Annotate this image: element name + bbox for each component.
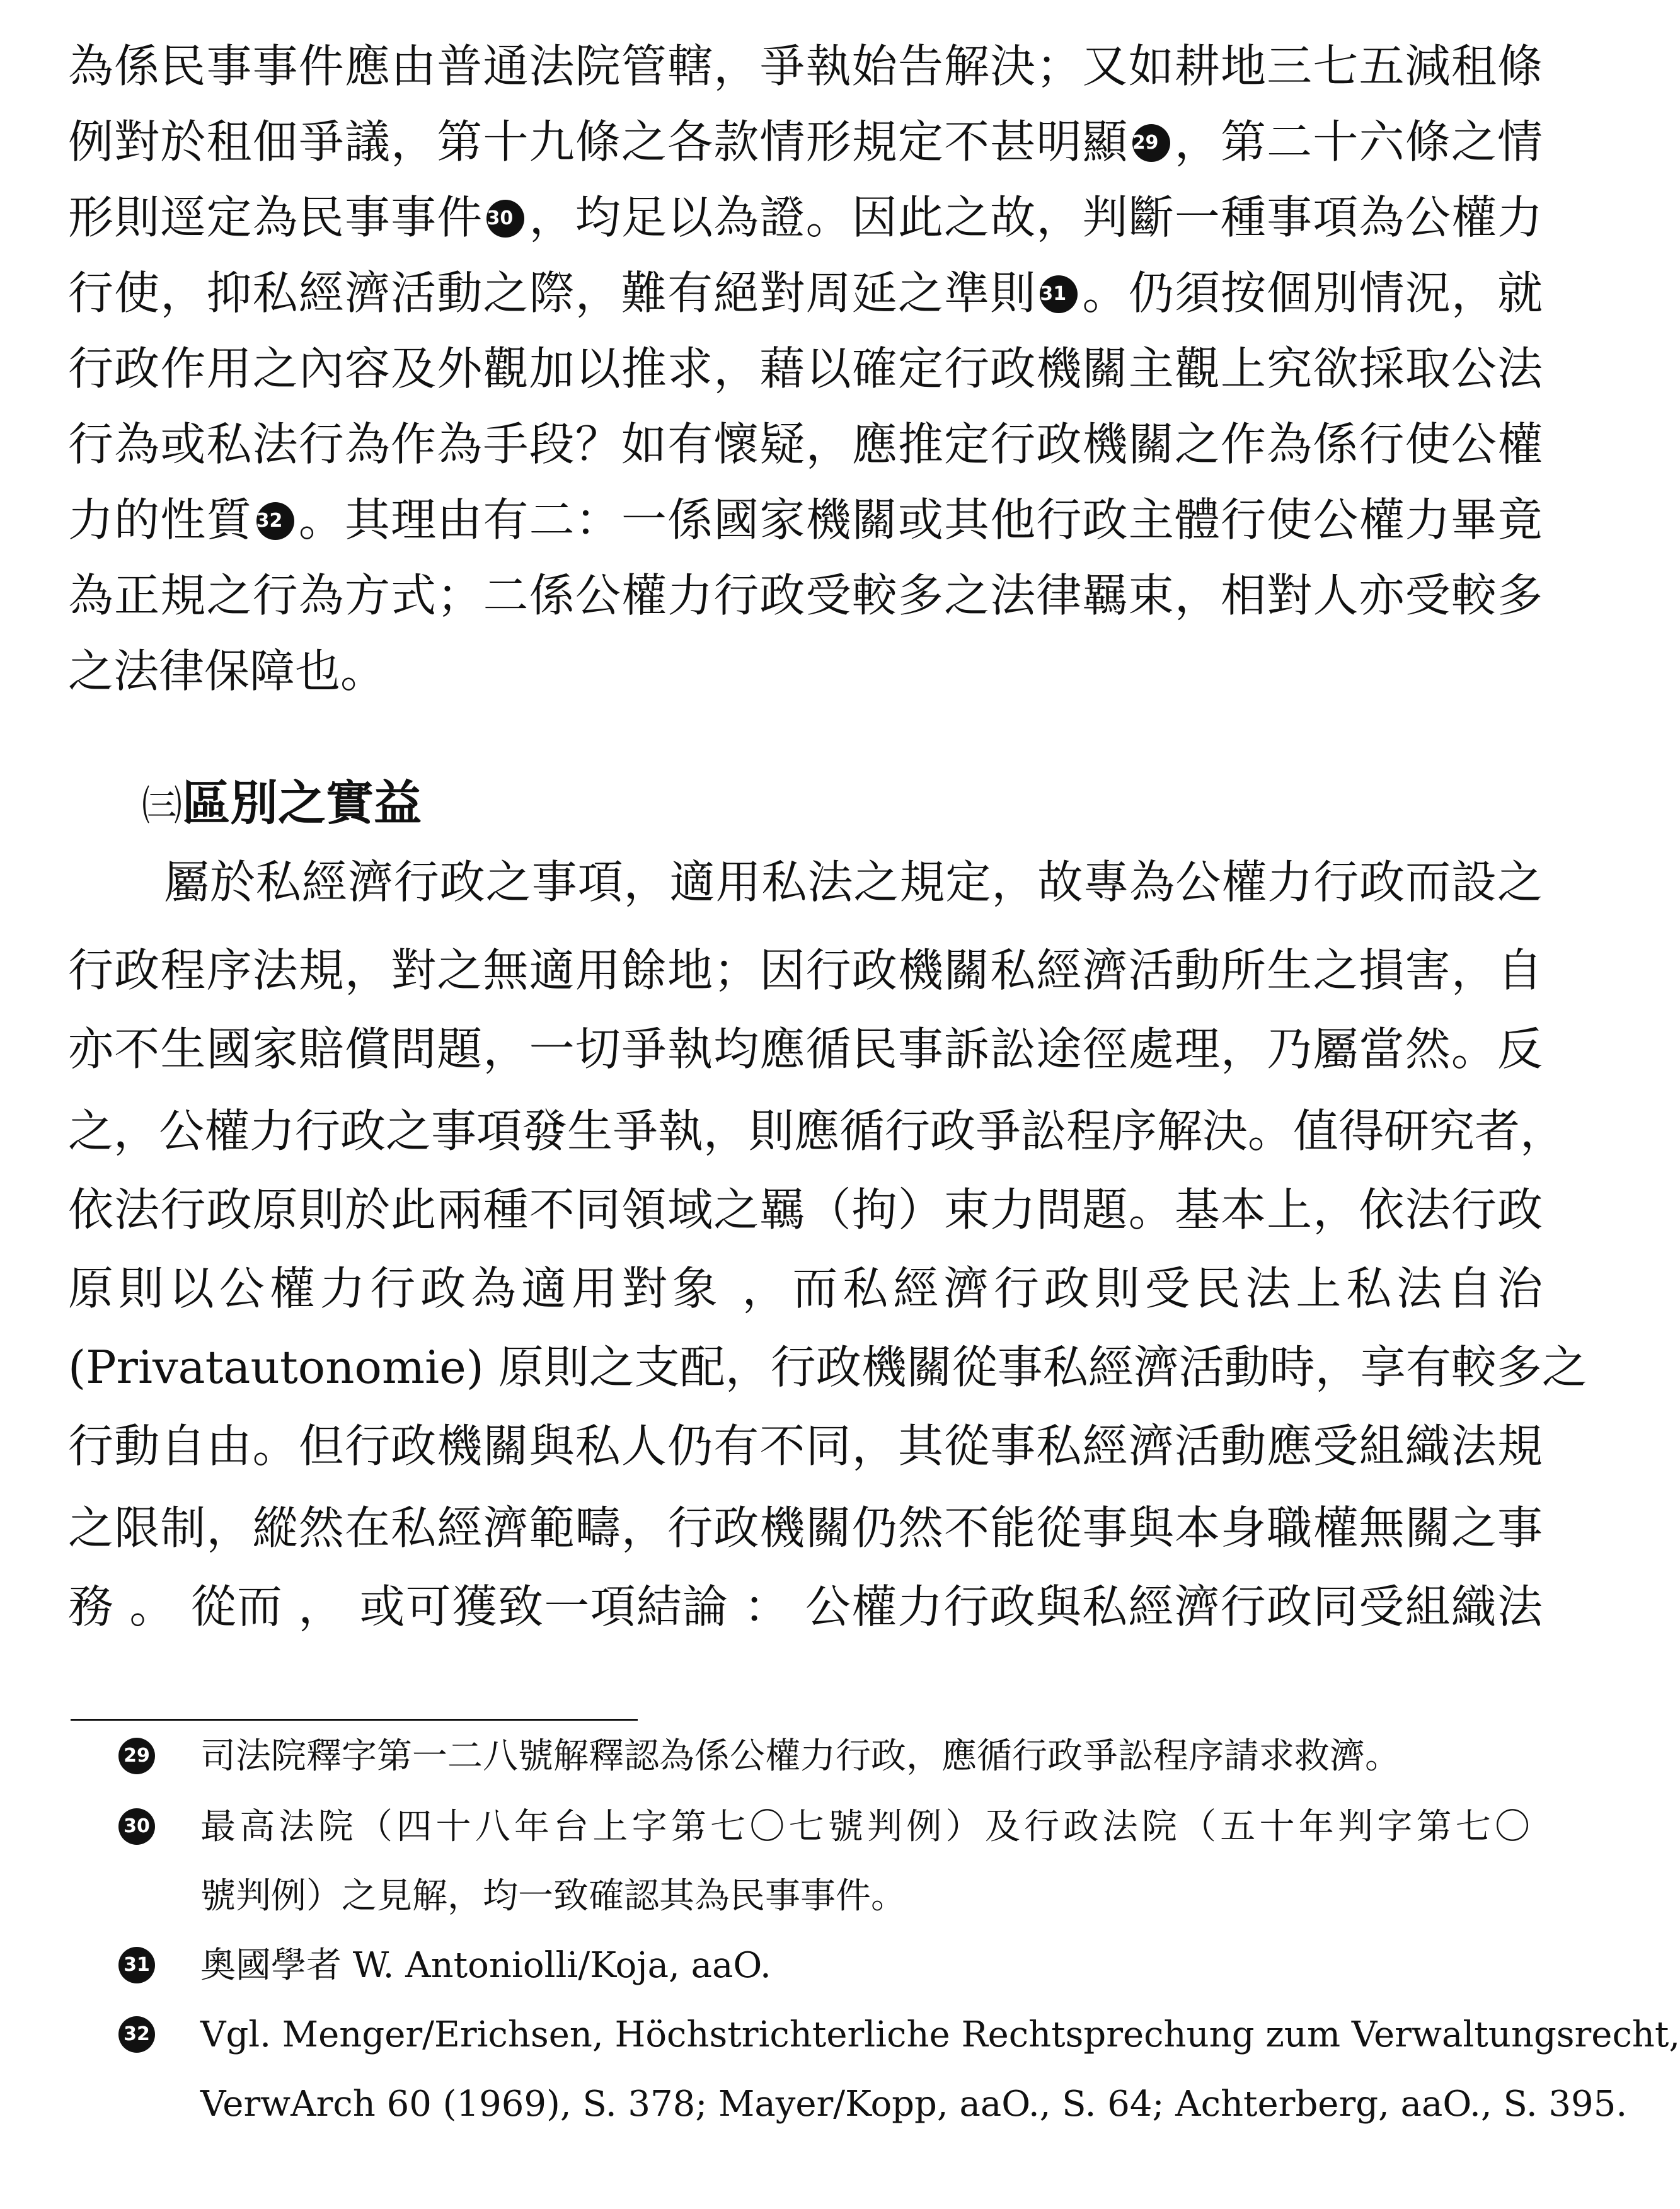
body-text: 。其理由有二：一係國家機關或其他行政主體行使公權力畢竟 bbox=[297, 493, 1543, 546]
footnote-30-line: 最高法院（四十八年台上字第七〇七號判例）及行政法院（五十年判字第七〇 bbox=[200, 1806, 1530, 1847]
body-text: 。仍須按個別情況，就 bbox=[1081, 267, 1543, 319]
footnote-31-line: 奧國學者 W. Antoniolli/Koja, aaO. bbox=[200, 1945, 771, 1986]
body-line: 務 。 從而 ， 或可獲致一項結論 ： 公權力行政與私經濟行政同受組織法 bbox=[68, 1580, 1543, 1633]
body-line: 依法行政原則於此兩種不同領域之羈（拘）束力問題。基本上，依法行政 bbox=[68, 1183, 1543, 1236]
footnote-ref-31[interactable]: 31 bbox=[1040, 275, 1078, 313]
body-text: 例對於租佃爭議，第十九條之各款情形規定不甚明顯 bbox=[68, 115, 1129, 168]
body-line bbox=[68, 180, 1543, 255]
footnote-ref-32[interactable]: 32 bbox=[256, 502, 294, 540]
body-line: 為係民事事件應由普通法院管轄，爭執始告解決；又如耕地三七五減租條 bbox=[68, 40, 1543, 93]
footnote-ref-29[interactable]: 29 bbox=[1132, 124, 1170, 162]
body-line: 之，公權力行政之事項發生爭執，則應循行政爭訟程序解決。值得研究者， bbox=[68, 1104, 1566, 1157]
body-text: 力的性質 bbox=[68, 493, 253, 546]
section-number: ㈢ bbox=[142, 783, 182, 830]
body-text: ，均足以為證。因此之故，判斷一種事項為公權力 bbox=[528, 191, 1543, 244]
body-text: ，第二十六條之情 bbox=[1173, 115, 1543, 168]
footnote-mark-32: 32 bbox=[118, 2016, 155, 2053]
footnote-32-line: VerwArch 60 (1969), S. 378; Mayer/Kopp, aaO., S. 64; Achterberg, aaO., S. 395. bbox=[200, 2084, 1628, 2125]
body-line: 行為或私法行為作為手段？如有懷疑，應推定行政機關之作為係行使公權 bbox=[68, 418, 1543, 471]
body-line: 之限制，縱然在私經濟範疇，行政機關仍然不能從事與本身職權無關之事 bbox=[68, 1501, 1543, 1554]
section-heading bbox=[142, 766, 422, 844]
body-line: 行政作用之內容及外觀加以推求，藉以確定行政機關主觀上究欲採取公法 bbox=[68, 342, 1543, 395]
section-title: 區別之實益 bbox=[182, 775, 422, 831]
body-text: 形則逕定為民事事件 bbox=[68, 191, 483, 244]
body-line bbox=[68, 255, 1543, 331]
footnote-mark-29: 29 bbox=[118, 1738, 155, 1774]
footnote-32-line: Vgl. Menger/Erichsen, Höchstrichterliche Rechtsprechung zum Verwaltungsrecht, bbox=[200, 2014, 1680, 2055]
body-line: (Privatautonomie) 原則之支配，行政機關從事私經濟活動時，享有較多之 bbox=[68, 1341, 1587, 1394]
footnote-divider bbox=[71, 1719, 638, 1721]
footnote-mark-31: 31 bbox=[118, 1947, 155, 1983]
footnote-mark-30: 30 bbox=[118, 1808, 155, 1845]
body-line: 為正規之行為方式；二係公權力行政受較多之法律羈束，相對人亦受較多 bbox=[68, 569, 1543, 622]
body-line: 之法律保障也。 bbox=[68, 645, 386, 697]
body-line bbox=[68, 104, 1543, 180]
body-line bbox=[68, 482, 1543, 558]
footnote-30-line: 號判例）之見解，均一致確認其為民事事件。 bbox=[200, 1876, 906, 1917]
body-text: 行使，抑私經濟活動之際，難有絕對周延之準則 bbox=[68, 267, 1037, 319]
footnote-ref-30[interactable]: 30 bbox=[486, 200, 524, 238]
body-line: 原則以公權力行政為適用對象 ，而私經濟行政則受民法上私法自治 bbox=[68, 1262, 1543, 1315]
footnote-29-line: 司法院釋字第一二八號解釋認為係公權力行政，應循行政爭訟程序請求救濟。 bbox=[200, 1736, 1400, 1777]
body-line: 行動自由。但行政機關與私人仍有不同，其從事私經濟活動應受組織法規 bbox=[68, 1420, 1543, 1472]
body-line: 亦不生國家賠償問題，一切爭執均應循民事訴訟途徑處理，乃屬當然。反 bbox=[68, 1023, 1543, 1076]
body-line: 屬於私經濟行政之事項，適用私法之規定，故專為公權力行政而設之 bbox=[164, 856, 1543, 909]
body-line: 行政程序法規，對之無適用餘地；因行政機關私經濟活動所生之損害，自 bbox=[68, 944, 1543, 997]
